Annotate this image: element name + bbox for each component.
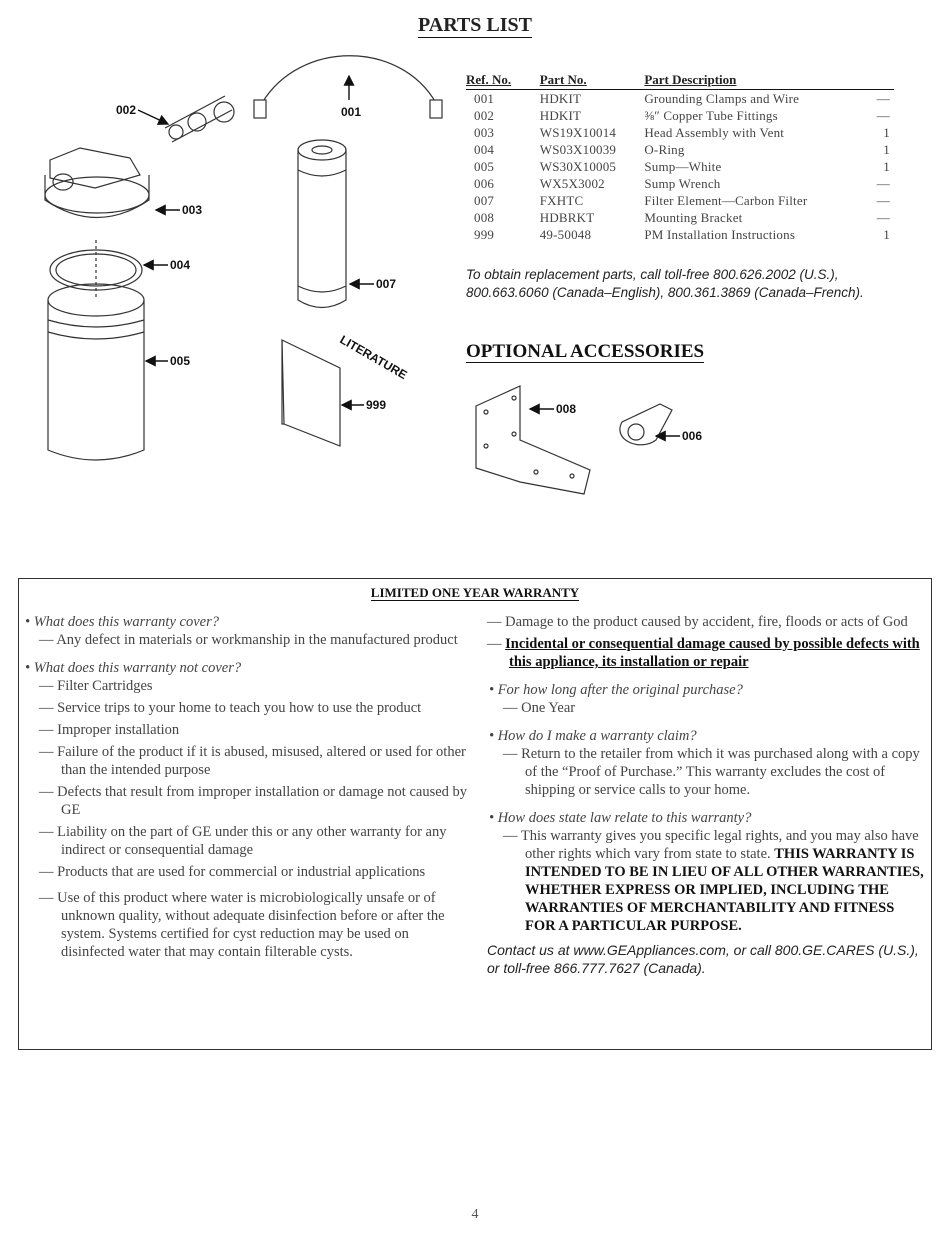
table-row <box>466 124 894 141</box>
contact-info: Contact us at www.GEAppliances.com, or call 800.GE.CARES (U.S.), or toll-free 866.777.7627 (Canada). <box>487 942 919 976</box>
clamp-left <box>254 100 266 118</box>
sump-bands <box>48 320 144 339</box>
list-item: — Failure of the product if it is abused, misused, altered or used for other than the intended purpose <box>39 744 466 778</box>
head-top <box>45 177 149 213</box>
table-cell: — <box>876 108 890 123</box>
table-cell: HDKIT <box>539 91 582 106</box>
table-cell: 006 <box>474 176 495 191</box>
warranty-left-column <box>23 613 473 965</box>
list-item: — Use of this product where water is microbiologically unsafe or of unknown quality, without adequate disinfection before or after the system. Systems certified for cyst reduction may be used on disinfected water that may contain filterable cysts. <box>39 890 445 960</box>
parts-table-header <box>466 72 894 90</box>
table-cell: 1 <box>883 227 890 242</box>
list-item: — Service trips to your home to teach you how to use the product <box>39 700 422 716</box>
table-cell: HDKIT <box>539 108 582 123</box>
page-number: 4 <box>471 1207 479 1222</box>
list-item: — One Year <box>503 700 576 716</box>
callout-006: 006 <box>682 429 703 443</box>
table-cell: 1 <box>883 125 890 140</box>
table-cell: 004 <box>474 142 495 157</box>
table-cell: FXHTC <box>539 193 584 208</box>
filter-bands <box>298 170 346 292</box>
table-cell: 007 <box>474 193 495 208</box>
fitting-nut-3 <box>169 125 183 139</box>
table-cell: 005 <box>474 159 495 174</box>
clamp-right <box>430 100 442 118</box>
callout-007: 007 <box>376 277 397 291</box>
callout-003: 003 <box>182 203 203 217</box>
table-cell: Sump Wrench <box>644 176 721 191</box>
callout-001: 001 <box>341 105 362 119</box>
table-cell: WS19X10014 <box>539 125 617 140</box>
table-cell: PM Installation Instructions <box>644 227 796 242</box>
table-cell: — <box>876 210 890 225</box>
fitting-nut-2 <box>214 102 234 122</box>
table-cell: 999 <box>474 227 495 242</box>
table-cell: O-Ring <box>644 142 685 157</box>
parts-table <box>466 72 894 243</box>
table-cell: 001 <box>474 91 495 106</box>
sump-wrench <box>620 404 672 445</box>
warranty-question-not-cover: • What does this warranty not cover? <box>25 660 242 676</box>
table-cell: Grounding Clamps and Wire <box>644 91 800 106</box>
callout-008: 008 <box>556 402 577 416</box>
callout-002: 002 <box>116 103 137 117</box>
head-port <box>50 148 140 188</box>
header-part-no: Part No. <box>540 72 645 90</box>
table-cell: 1 <box>883 142 890 157</box>
list-item: — Improper installation <box>39 722 180 738</box>
page-title: PARTS LIST <box>418 14 532 36</box>
table-cell: WS03X10039 <box>539 142 617 157</box>
table-cell: — <box>876 176 890 191</box>
filter-hole <box>312 146 332 154</box>
warranty-title: LIMITED ONE YEAR WARRANTY <box>370 585 580 600</box>
list-item: — Filter Cartridges <box>39 678 153 694</box>
list-item: — Defects that result from improper installation or damage not caused by GE <box>39 784 468 818</box>
table-cell: 49-50048 <box>539 227 592 242</box>
warranty-question-state-law: • How does state law relate to this warranty? <box>489 810 752 826</box>
warranty-question-cover: • What does this warranty cover? <box>25 614 219 630</box>
table-row <box>466 192 894 209</box>
table-row <box>466 226 894 243</box>
list-item: — Return to the retailer from which it was purchased along with a copy of the “Proof of Purchase.” This warranty excludes the cost of shipping or service calls to your home. <box>503 746 920 798</box>
table-cell: 1 <box>883 159 890 174</box>
list-item: — Liability on the part of GE under this or any other warranty for any indirect or consequential damage <box>39 824 447 858</box>
warranty-box <box>18 578 932 1050</box>
table-row <box>466 90 894 108</box>
callout-004: 004 <box>170 258 191 272</box>
head-body <box>45 175 149 218</box>
list-item: — Products that are used for commercial or industrial applications <box>39 864 426 880</box>
table-cell: HDBRKT <box>539 210 595 225</box>
list-item: — This warranty gives you specific legal rights, and you may also have other rights which vary from state to state. THIS WARRANTY IS INTENDED TO BE IN LIEU OF ALL OTHER WARRANTIES, WHETHER EXPRESS OR IMPLIED, INCLUDING THE WARRANTIES OF MERCHANTABILITY AND FITNESS FOR A PARTICULAR PURPOSE. <box>503 828 924 934</box>
table-cell: 008 <box>474 210 495 225</box>
tube-fitting <box>165 96 232 142</box>
warranty-question-claim: • How do I make a warranty claim? <box>489 728 697 744</box>
list-item: — Incidental or consequential damage caused by possible defects with this appliance, its installation or repair <box>487 636 920 670</box>
list-item: — Damage to the product caused by accident, fire, floods or acts of God <box>487 614 908 630</box>
replacement-parts-note: To obtain replacement parts, call toll-free 800.626.2002 (U.S.), 800.663.6060 (Canada–English), 800.361.3869 (Canada–French). <box>466 267 864 300</box>
table-cell: — <box>876 193 890 208</box>
literature-booklet <box>282 340 340 446</box>
warranty-right-column <box>487 613 927 977</box>
callout-005: 005 <box>170 354 191 368</box>
table-cell: 003 <box>474 125 495 140</box>
table-cell: ⅜″ Copper Tube Fittings <box>644 108 778 123</box>
list-item: — Any defect in materials or workmanship in the manufactured product <box>39 632 458 648</box>
callout-999: 999 <box>366 398 387 412</box>
header-ref-no: Ref. No. <box>466 72 540 90</box>
optional-accessories-heading: OPTIONAL ACCESSORIES <box>466 341 705 362</box>
table-row <box>466 107 894 124</box>
table-cell: Sump—White <box>644 159 722 174</box>
table-row <box>466 175 894 192</box>
warranty-disclaimer: THIS WARRANTY IS INTENDED TO BE IN LIEU OF ALL OTHER WARRANTIES, WHETHER EXPRESS OR IMPLIED, INCLUDING THE WARRANTIES OF MERCHANTABILITY AND FITNESS FOR A PARTICULAR PURPOSE. <box>525 846 924 934</box>
svg-text:LITERATURE: LITERATURE <box>337 332 410 383</box>
table-row <box>466 209 894 226</box>
table-cell: Head Assembly with Vent <box>644 125 785 140</box>
table-cell: — <box>876 91 890 106</box>
filter-top <box>298 140 346 160</box>
table-cell: WX5X3002 <box>539 176 605 191</box>
table-row <box>466 141 894 158</box>
header-part-description: Part Description <box>644 72 864 90</box>
header-quantity <box>865 72 894 90</box>
sump-wrench-ring <box>628 424 644 440</box>
table-cell: 002 <box>474 108 495 123</box>
table-row <box>466 158 894 175</box>
warranty-question-how-long: • For how long after the original purchase? <box>489 682 743 698</box>
table-cell: Filter Element—Carbon Filter <box>644 193 808 208</box>
table-cell: WS30X10005 <box>539 159 617 174</box>
table-cell: Mounting Bracket <box>644 210 743 225</box>
